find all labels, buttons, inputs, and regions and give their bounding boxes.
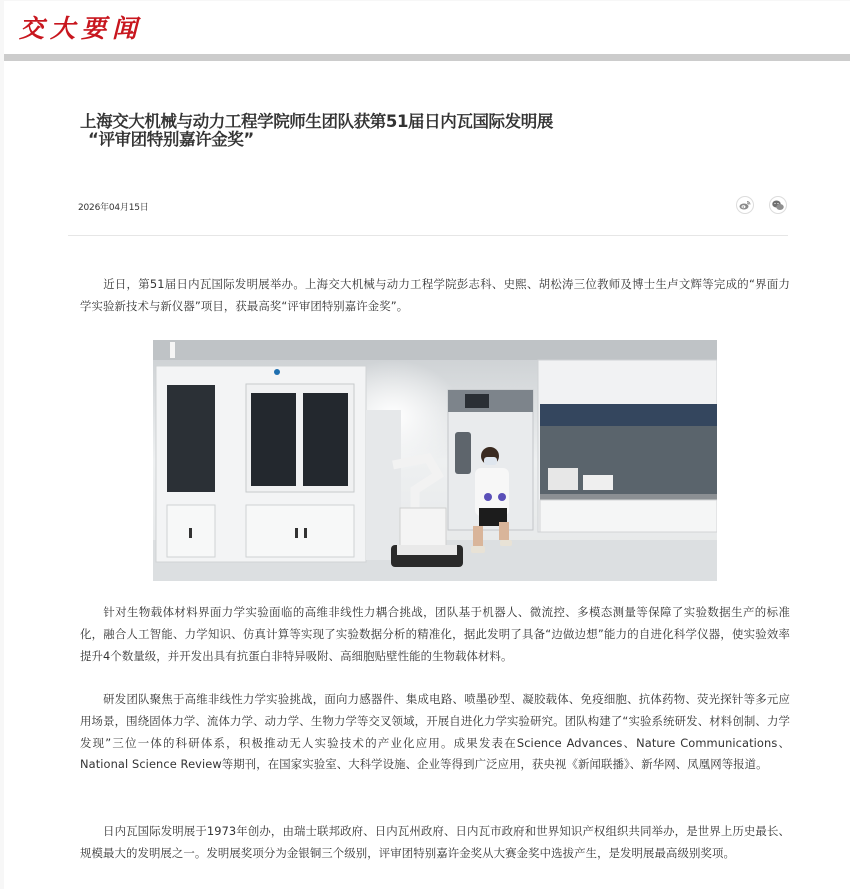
share-weibo-button[interactable] — [736, 196, 754, 214]
article-paragraph: 日内瓦国际发明展于1973年创办，由瑞士联邦政府、日内瓦州政府、日内瓦市政府和世界知识产权组织共同举办，是世界上历史最长、规模最大的发明展之一。发明展奖项分为金银铜三个级别，评审团特别嘉许金奖从大赛金奖中选拔产生，是发明展最高级别奖项。 — [80, 824, 790, 860]
wechat-icon — [772, 200, 784, 211]
meta-divider — [68, 235, 788, 236]
share-wechat-button[interactable] — [769, 196, 787, 214]
article-paragraph: 近日，第51届日内瓦国际发明展举办。上海交大机械与动力工程学院彭志科、史熙、胡松涛三位教师及博士生卢文辉等完成的“界面力学实验新技术与新仪器”项目，获最高奖“评审团特别嘉许金奖”。 — [80, 277, 790, 313]
article-title-line2: “评审团特别嘉许金奖” — [88, 130, 254, 149]
site-header — [4, 1, 850, 54]
site-brand-logo[interactable]: 交大要闻 — [19, 14, 144, 43]
article-paragraph: 针对生物载体材料界面力学实验面临的高维非线性力耦合挑战，团队基于机器人、微流控、多模态测量等保障了实验数据生产的标准化，融合人工智能、力学知识、仿真计算等实现了实验数据分析的精准化，据此发明了具备“边做边想”能力的自进化科学仪器，使实验效率提升4个数量级，并开发出具有抗蛋白非特异吸附、高细胞贴壁性能的生物载体材料。 — [80, 605, 790, 663]
lab-photo-illustration — [153, 340, 717, 581]
article-photo — [153, 340, 717, 581]
article-title — [80, 113, 640, 149]
weibo-icon — [739, 200, 751, 210]
page — [4, 1, 850, 889]
publish-date: 2026年04月15日 — [78, 203, 149, 213]
article-title-line1: 上海交大机械与动力工程学院师生团队获第51届日内瓦国际发明展 — [80, 112, 553, 131]
header-divider-bar — [4, 54, 850, 61]
article-paragraph: 研发团队聚焦于高维非线性力学实验挑战，面向力感器件、集成电路、喷墨砂型、凝胶载体、免疫细胞、抗体药物、荧光探针等多元应用场景，围绕固体力学、流体力学、动力学、生物力学等交叉领域，开展自进化力学实验研究。团队构建了“实验系统研发、材料创制、力学发现”三位一体的科研体系，积极推动无人实验技术的产业化应用。成果发表在Science Advances、Nature Communications、National Science Review等期刊，在国家实验室、大科学设施、企业等得到广泛应用，获央视《新闻联播》、新华网、凤凰网等报道。 — [80, 692, 790, 772]
article-meta — [64, 189, 788, 237]
